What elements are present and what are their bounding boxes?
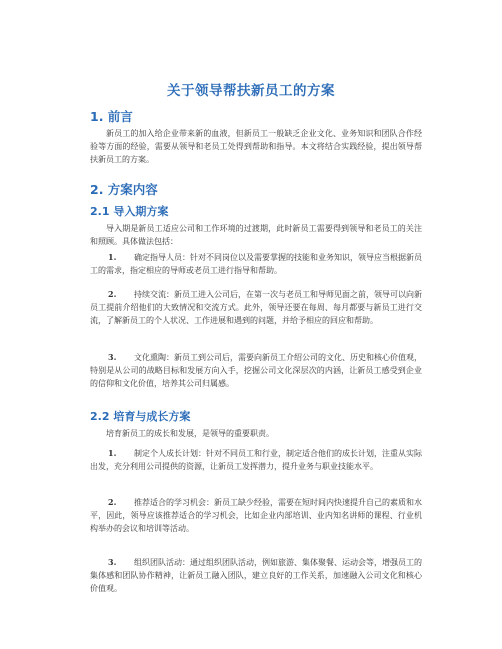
list-item-number: 2. xyxy=(108,289,117,299)
list-item xyxy=(90,447,422,473)
document-title: 关于领导帮扶新员工的方案 xyxy=(167,83,335,99)
list-item-text: 文化熏陶：新员工到公司后，需要向新员工介绍公司的文化、历史和核心价值观，特别是从公司的战略目标和发展方向入手，挖掘公司文化深层次的内涵，让新员工感受到企业的信仰和文化价值，培养其公司归属感。 xyxy=(90,353,422,389)
subsection-heading-onboarding: 2.1 导入期方案 xyxy=(90,205,169,218)
list-item-text: 组织团队活动：通过组织团队活动，例如旅游、集体聚餐、运动会等，增强员工的集体感和团队协作精神，让新员工融入团队，建立良好的工作关系，加速融入公司文化和核心价值观。 xyxy=(90,558,422,594)
list-item xyxy=(90,496,422,536)
section-heading-plan: 2. 方案内容 xyxy=(90,182,158,197)
preface-paragraph: 新员工的加入给企业带来新的血液，但新员工一般缺乏企业文化、业务知识和团队合作经验等方面的经验，需要从领导和老员工处得到帮助和指导。本文将结合实践经验，提出领导帮扶新员工的方案。 xyxy=(90,129,422,165)
onboarding-intro-paragraph: 导入期是新员工适应公司和工作环境的过渡期，此时新员工需要得到领导和老员工的关注和照顾。具体做法包括： xyxy=(90,224,422,247)
list-item-number: 2. xyxy=(108,497,117,507)
list-item-number: 3. xyxy=(108,352,117,362)
list-item-text: 确定指导人员：针对不同岗位以及需要掌握的技能和业务知识，领导应当根据新员工的需求，指定相应的导师或老员工进行指导和帮助。 xyxy=(90,253,422,276)
list-item-text: 推荐适合的学习机会：新员工缺少经验，需要在短时间内快速提升自己的素质和水平，因此，领导应该推荐适合的学习机会，比如企业内部培训、业内知名讲师的课程、行业机构举办的会议和培训等活动。 xyxy=(90,498,422,534)
list-item xyxy=(90,288,422,328)
section-heading-preface: 1. 前言 xyxy=(90,109,133,124)
list-item xyxy=(90,556,422,596)
list-item-text: 制定个人成长计划：针对不同员工和行业，制定适合他们的成长计划，注重从实际出发，充分利用公司提供的资源，让新员工发挥潜力，提升业务与职业技能水平。 xyxy=(90,449,422,472)
list-item xyxy=(90,351,422,391)
list-item xyxy=(90,251,422,277)
subsection-heading-growth: 2.2 培育与成长方案 xyxy=(90,410,191,423)
list-item-number: 1. xyxy=(108,252,117,262)
list-item-text: 持续交流：新员工进入公司后，在第一次与老员工和导师见面之前，领导可以向新员工提前介绍他们的大致情况和交流方式。此外，领导还要在每周、每月都要与新员工进行交流，了解新员工的个人状况、工作进展和遇到的问题，并给予相应的回应和帮助。 xyxy=(90,290,422,326)
list-item-number: 1. xyxy=(108,448,117,458)
list-item-number: 3. xyxy=(108,557,117,567)
growth-intro-paragraph: 培育新员工的成长和发展，是领导的重要职责。 xyxy=(106,429,274,438)
